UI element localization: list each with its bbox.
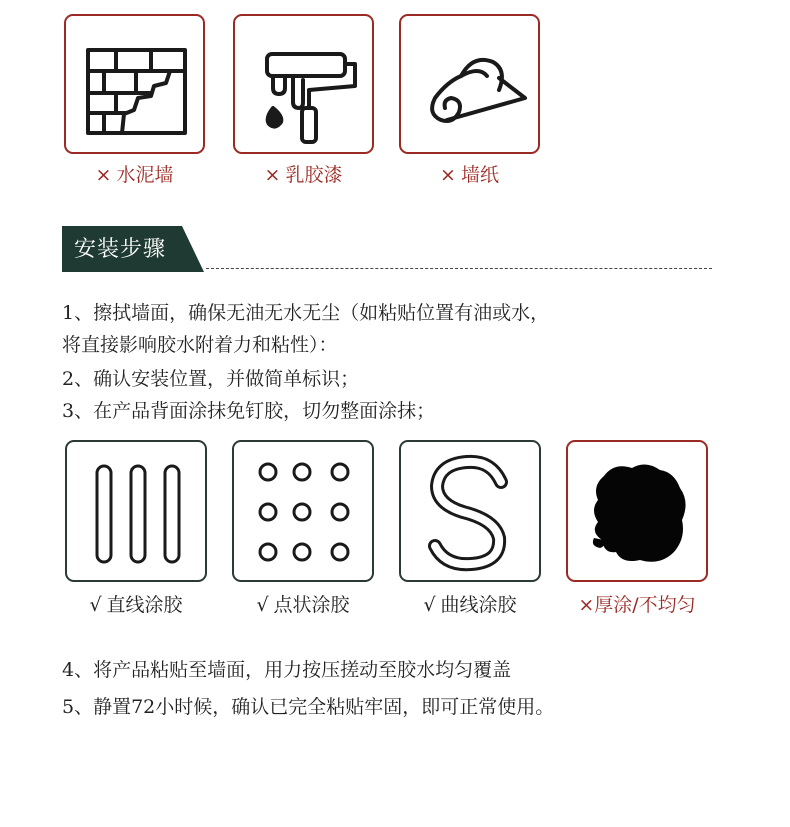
glue-caption: √ 直线涂胶 [89,594,183,616]
surface-caption: × 乳胶漆 [264,164,343,186]
dots-grid-icon [234,442,376,584]
step-line: 4、将产品粘贴至墙面，用力按压搓动至胶水均匀覆盖 [62,659,512,681]
glue-card-dots [232,440,374,582]
glue-card-thick [566,440,708,582]
step-line: 3、在产品背面涂抹免钉胶，切勿整面涂抹； [62,400,436,422]
surface-card-latex-paint [233,14,374,154]
glue-caption: ×厚涂/不均匀 [578,594,696,616]
vertical-lines-icon [67,442,209,584]
surface-caption: × 墙纸 [440,164,499,186]
step-line: 5、静置72小时候，确认已完全粘贴牢固，即可正常使用。 [62,696,555,718]
glue-caption: √ 点状涂胶 [256,594,350,616]
glue-caption: √ 曲线涂胶 [423,594,517,616]
step-line: 2、确认安装位置，并做简单标识； [62,368,360,390]
glue-card-straight [65,440,207,582]
surface-card-wallpaper [399,14,540,154]
s-curve-icon [401,442,543,584]
section-title: 安装步骤 [74,237,167,262]
wallpaper-roll-icon [401,16,542,156]
paint-roller-icon [235,16,376,156]
surface-caption: × 水泥墙 [95,164,174,186]
step-line: 1、擦拭墙面，确保无油无水无尘（如粘贴位置有油或水， [62,302,550,324]
blob-icon [568,442,710,584]
dashed-divider [206,268,712,269]
glue-card-curve [399,440,541,582]
brick-wall-icon [66,16,207,156]
step-line: 将直接影响胶水附着力和粘性）： [62,334,338,356]
surface-card-concrete [64,14,205,154]
